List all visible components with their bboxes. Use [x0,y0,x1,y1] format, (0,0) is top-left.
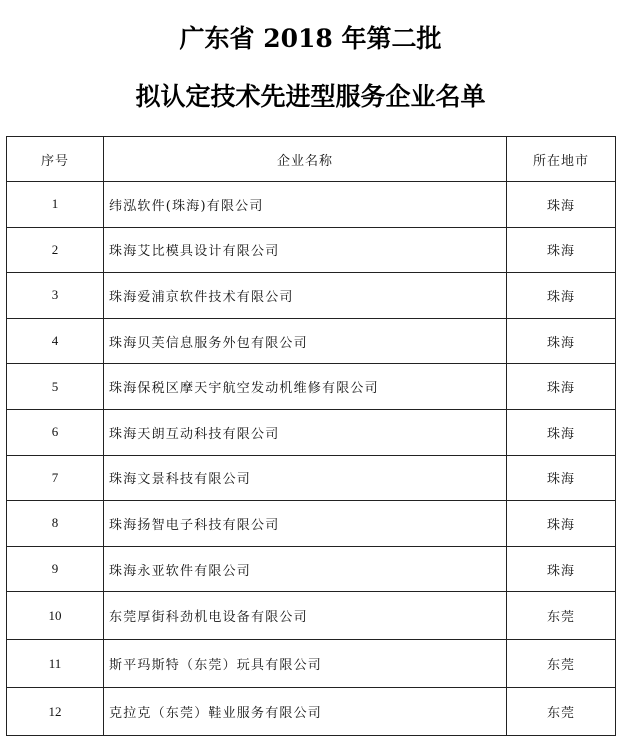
table-row [7,640,616,688]
row-company-name: 斯平玛斯特（东莞）玩具有限公司 [104,640,507,688]
table-row [7,688,616,736]
table-row [7,227,616,273]
row-index: 4 [7,318,104,364]
table-row [7,273,616,319]
table-row [7,364,616,410]
header-index: 序号 [7,137,104,182]
table-row [7,182,616,228]
row-company-name: 珠海保税区摩天宇航空发动机维修有限公司 [104,364,507,410]
row-company-name: 珠海文景科技有限公司 [104,455,507,501]
row-company-name: 珠海天朗互动科技有限公司 [104,409,507,455]
document-title-line2: 拟认定技术先进型服务企业名单 [135,82,486,111]
row-index: 7 [7,455,104,501]
row-city: 珠海 [507,455,616,501]
row-company-name: 珠海扬智电子科技有限公司 [104,501,507,547]
row-index: 9 [7,546,104,592]
row-index: 11 [7,640,104,688]
row-company-name: 珠海贝芙信息服务外包有限公司 [104,318,507,364]
header-company-name: 企业名称 [104,137,507,182]
row-company-name: 纬泓软件(珠海)有限公司 [104,182,507,228]
table-row [7,455,616,501]
row-index: 6 [7,409,104,455]
row-city: 珠海 [507,182,616,228]
header-city: 所在地市 [507,137,616,182]
row-city: 东莞 [507,688,616,736]
row-index: 1 [7,182,104,228]
row-city: 东莞 [507,640,616,688]
row-city: 珠海 [507,546,616,592]
table-row [7,592,616,640]
row-index: 10 [7,592,104,640]
row-index: 8 [7,501,104,547]
row-company-name: 东莞厚街科劲机电设备有限公司 [104,592,507,640]
row-index: 5 [7,364,104,410]
row-company-name: 克拉克（东莞）鞋业服务有限公司 [104,688,507,736]
table-row [7,546,616,592]
row-city: 珠海 [507,364,616,410]
row-city: 珠海 [507,409,616,455]
row-city: 珠海 [507,501,616,547]
row-index: 2 [7,227,104,273]
row-company-name: 珠海爱浦京软件技术有限公司 [104,273,507,319]
row-index: 12 [7,688,104,736]
company-list-table [6,136,616,736]
row-index: 3 [7,273,104,319]
table-row [7,409,616,455]
row-city: 珠海 [507,318,616,364]
row-city: 东莞 [507,592,616,640]
row-city: 珠海 [507,227,616,273]
document-title-line1: 广东省 2018 年第二批 [179,24,442,53]
row-company-name: 珠海艾比模具设计有限公司 [104,227,507,273]
table-row [7,318,616,364]
table-row [7,501,616,547]
row-city: 珠海 [507,273,616,319]
row-company-name: 珠海永亚软件有限公司 [104,546,507,592]
table-header-row [7,137,616,182]
